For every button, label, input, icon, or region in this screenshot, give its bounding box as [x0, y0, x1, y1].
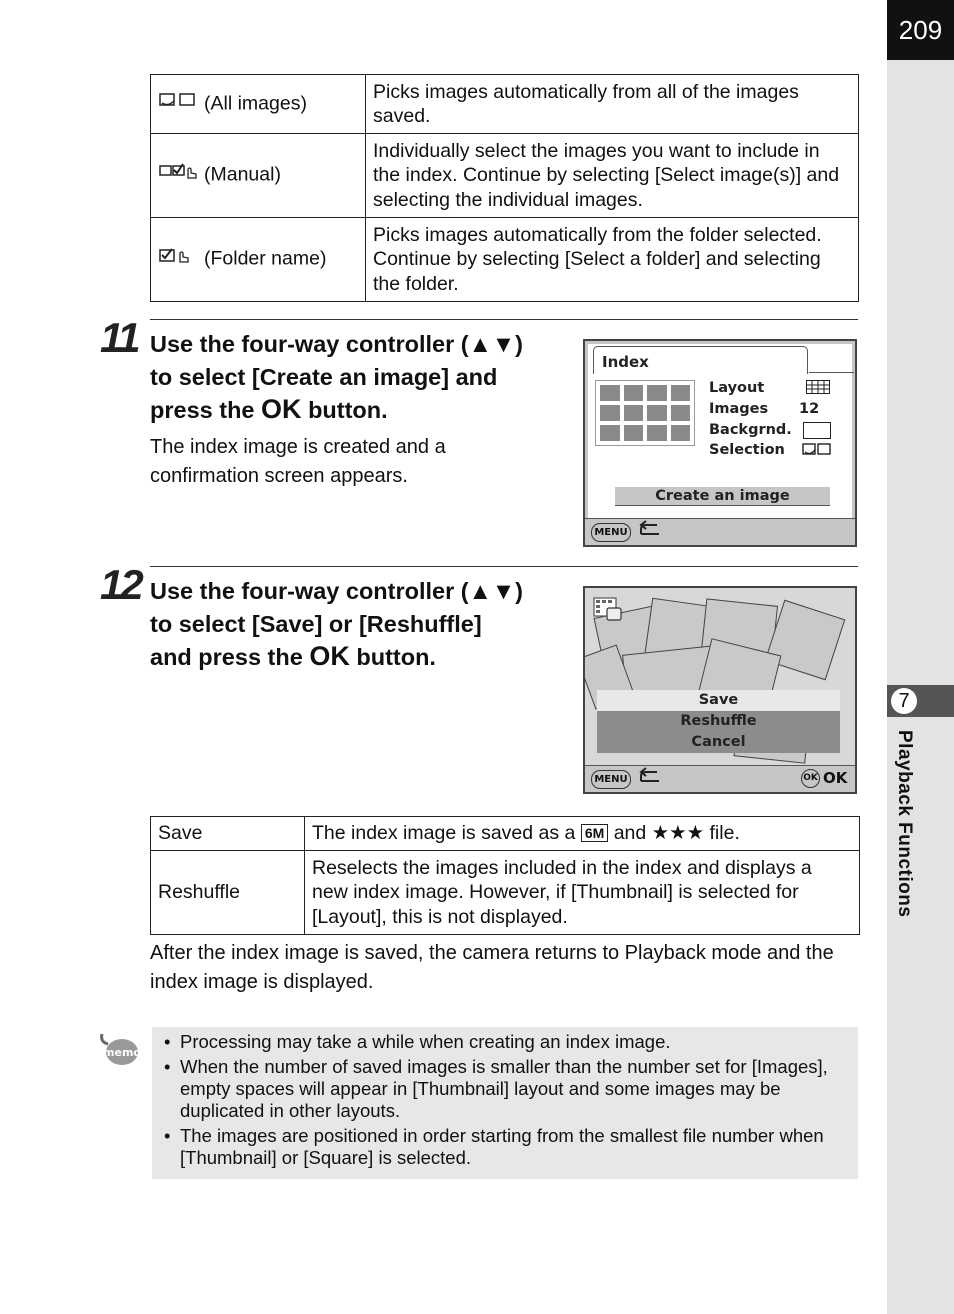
tab-index: Index: [593, 346, 808, 374]
manual-icon: [158, 162, 204, 189]
table-row: [151, 817, 860, 851]
step-number: 12: [100, 561, 141, 608]
index-print-icon: [593, 596, 623, 626]
back-arrow-icon: [637, 766, 663, 793]
step-number: 11: [100, 314, 138, 361]
screen-bottom-bar: [585, 765, 855, 792]
index-confirm-screen: [583, 586, 857, 794]
selection-label: Selection: [709, 442, 785, 458]
svg-text:memo: memo: [103, 1046, 140, 1059]
image-size-icon: 6M: [581, 824, 608, 842]
background-swatch: [803, 422, 831, 439]
option-label: (Manual): [204, 163, 281, 186]
ok-button-icon: OK: [801, 769, 820, 788]
option-label: (Folder name): [204, 247, 327, 270]
layout-preview: [595, 380, 695, 446]
create-image-button[interactable]: Create an image: [615, 487, 830, 506]
option-label: Save: [151, 817, 305, 851]
layout-label: Layout: [709, 380, 765, 396]
all-images-icon: [802, 442, 832, 462]
layout-grid-icon: [806, 380, 830, 398]
cancel-option[interactable]: Cancel: [691, 734, 746, 750]
table-row: [151, 218, 859, 302]
screen-bottom-bar: [585, 518, 855, 545]
list-item: • When the number of saved images is smaller than the number set for [Images], empty spaces will appear in [Thumbnail] layout and some images may be duplicated in other layouts.: [160, 1056, 850, 1122]
memo-list: [160, 1031, 850, 1172]
divider: [150, 319, 858, 320]
all-images-icon: [158, 91, 204, 118]
after-save-text: After the index image is saved, the camera returns to Playback mode and the index image is displayed.: [150, 942, 834, 993]
back-arrow-icon: [637, 519, 663, 546]
ok-label: OK: [823, 769, 848, 787]
step-title: Use the four-way controller (▲▼) to select [Create an image] and press the OK button.: [150, 331, 523, 424]
step-body: The index image is created and a confirmation screen appears.: [150, 436, 446, 487]
save-option[interactable]: Save: [698, 692, 739, 708]
step-title: Use the four-way controller (▲▼) to select [Save] or [Reshuffle] and press the OK button.: [150, 578, 523, 671]
option-description: The index image is saved as a 6M and ★★★ file.: [305, 817, 860, 851]
option-label: (All images): [204, 92, 307, 115]
ok-button-glyph: OK: [261, 394, 302, 424]
save-options-table: [150, 816, 860, 935]
memo-icon: [98, 1032, 140, 1073]
chapter-number: 7: [891, 688, 917, 714]
images-label: Images: [709, 401, 769, 417]
list-item: • Processing may take a while when creating an index image.: [160, 1031, 850, 1053]
images-value: 12: [799, 401, 820, 417]
chapter-title: Playback Functions: [894, 730, 915, 918]
option-description: Individually select the images you want to include in the index. Continue by selecting [Select image(s)] and selecting the individual images.: [366, 134, 859, 218]
selection-options-table: [150, 74, 859, 302]
option-description: Picks images automatically from all of the images saved.: [366, 75, 859, 134]
option-label: Reshuffle: [151, 851, 305, 935]
background-label: Backgrnd.: [709, 422, 792, 438]
table-row: [151, 851, 860, 935]
reshuffle-option[interactable]: Reshuffle: [680, 713, 757, 729]
menu-button-icon: MENU: [591, 523, 631, 542]
option-description: Picks images automatically from the folder selected. Continue by selecting [Select a folder] and selecting the folder.: [366, 218, 859, 302]
menu-button-icon: MENU: [591, 770, 631, 789]
page-number: 209: [887, 0, 954, 60]
index-menu-screen: [583, 339, 857, 547]
chapter-sidebar: [887, 0, 954, 1314]
table-row: [151, 75, 859, 134]
save-menu: [597, 690, 840, 753]
ok-button-glyph: OK: [309, 641, 350, 671]
folder-name-icon: [158, 246, 204, 273]
list-item: • The images are positioned in order starting from the smallest file number when [Thumbnail] or [Square] is selected.: [160, 1125, 850, 1169]
option-description: Reselects the images included in the index and displays a new index image. However, if [Thumbnail] is selected for [Layout], this is not displayed.: [305, 851, 860, 935]
table-row: [151, 134, 859, 218]
divider: [150, 566, 858, 567]
